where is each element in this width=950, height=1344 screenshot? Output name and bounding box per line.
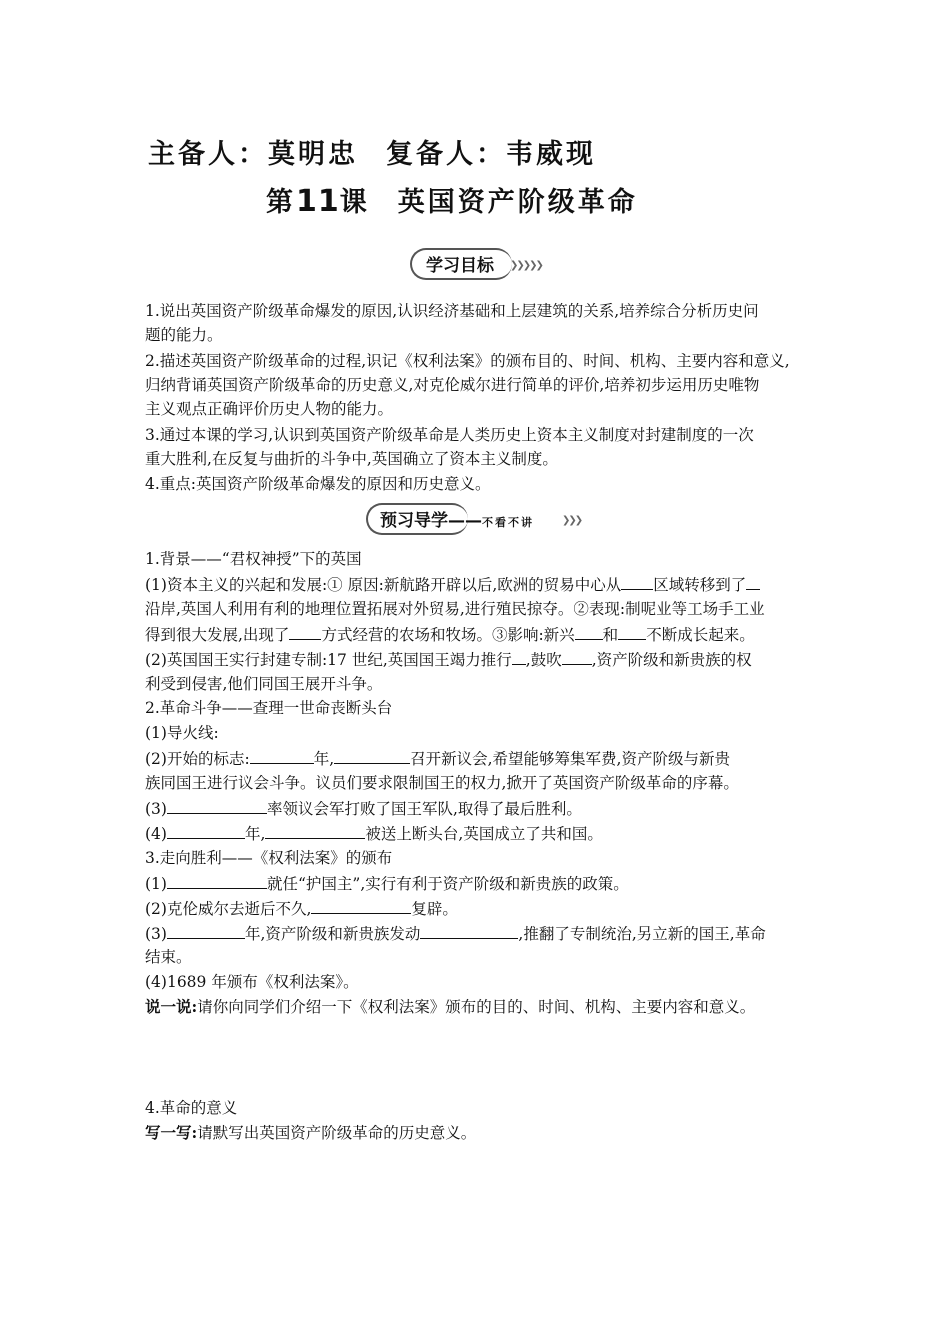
goal-line: 题的能力。 xyxy=(145,326,223,344)
goal-line: 4.重点:英国资产阶级革命爆发的原因和历史意义。 xyxy=(145,475,491,493)
fill-blank[interactable] xyxy=(311,897,411,914)
fill-blank[interactable] xyxy=(167,922,245,939)
text-line: 沿岸,英国人利用有利的地理位置拓展对外贸易,进行殖民掠夺。②表现:制呢业等工场手工业 xyxy=(145,600,765,618)
preparer: 主备人：莫明忠 xyxy=(148,139,358,170)
write-label: 写一写: xyxy=(145,1123,198,1142)
fill-blank[interactable] xyxy=(167,822,245,839)
fill-blank[interactable] xyxy=(746,573,760,590)
section-heading: 1.背景——“君权神授”下的英国 xyxy=(145,550,362,568)
fill-blank[interactable] xyxy=(334,747,410,764)
text-line: (3) 率领议会军打败了国王军队,取得了最后胜利。 xyxy=(145,797,582,820)
header-preparers xyxy=(148,132,596,171)
say-prompt: 说一说:请你向同学们介绍一下《权利法案》颁布的目的、时间、机构、主要内容和意义。 xyxy=(145,997,756,1016)
goal-line: 3.通过本课的学习,认识到英国资产阶级革命是人类历史上资本主义制度对封建制度的一次 xyxy=(145,426,754,444)
text-line: 得到很大发展,出现了 方式经营的农场和牧场。③影响:新兴 和 不断成长起来。 xyxy=(145,623,755,646)
say-label: 说一说: xyxy=(145,997,198,1016)
fill-blank[interactable] xyxy=(167,872,267,889)
reviewer: 复备人：韦威现 xyxy=(386,139,596,170)
fill-blank[interactable] xyxy=(621,573,653,590)
text-line: (1)资本主义的兴起和发展:① 原因:新航路开辟以后,欧洲的贸易中心从 区域转移到了 xyxy=(145,573,760,596)
text-line: (2)英国国王实行封建专制:17 世纪,英国国王竭力推行 ,鼓吹 ,资产阶级和新贵族的权 xyxy=(145,648,752,671)
goal-line: 2.描述英国资产阶级革命的过程,识记《权利法案》的颁布目的、时间、机构、主要内容和意义, xyxy=(145,352,790,370)
fill-blank[interactable] xyxy=(289,623,321,640)
text-line: (1)导火线: xyxy=(145,724,219,742)
section-badge-preview: 预习导学——不看不讲 ❯❯❯ xyxy=(366,503,596,533)
goal-line: 1.说出英国资产阶级革命爆发的原因,认识经济基础和上层建筑的关系,培养综合分析历史问 xyxy=(145,302,759,320)
goal-line: 归纳背诵英国资产阶级革命的历史意义,对克伦威尔进行简单的评价,培养初步运用历史唯物 xyxy=(145,376,760,394)
text-line: (2)开始的标志: 年, 召开新议会,希望能够筹集军费,资产阶级与新贵 xyxy=(145,747,730,770)
double-chevron-icon: ❯❯❯ xyxy=(562,515,582,526)
goal-line: 重大胜利,在反复与曲折的斗争中,英国确立了资本主义制度。 xyxy=(145,450,558,468)
text-line: (3) 年,资产阶级和新贵族发动 ,推翻了专制统治,另立新的国王,革命 xyxy=(145,922,766,945)
fill-blank[interactable] xyxy=(420,922,518,939)
text-line: (2)克伦威尔去逝后不久, 复辟。 xyxy=(145,897,458,920)
text-line: (1) 就任“护国主”,实行有利于资产阶级和新贵族的政策。 xyxy=(145,872,629,895)
text-line: 利受到侵害,他们同国王展开斗争。 xyxy=(145,675,383,693)
fill-blank[interactable] xyxy=(618,623,646,640)
double-chevron-icon: ❯❯❯❯❯ xyxy=(510,260,542,271)
fill-blank[interactable] xyxy=(167,797,267,814)
write-prompt: 写一写:请默写出英国资产阶级革命的历史意义。 xyxy=(145,1123,477,1142)
fill-blank[interactable] xyxy=(265,822,365,839)
lesson-title: 第11课 英国资产阶级革命 xyxy=(266,184,638,219)
goal-line: 主义观点正确评价历史人物的能力。 xyxy=(145,400,394,418)
fill-blank[interactable] xyxy=(512,648,526,665)
text-line: (4) 年, 被送上断头台,英国成立了共和国。 xyxy=(145,822,603,845)
fill-blank[interactable] xyxy=(250,747,314,764)
section-badge-goals: 学习目标 ❯❯❯❯❯ xyxy=(410,248,550,278)
section-heading: 4.革命的意义 xyxy=(145,1099,238,1117)
section-heading: 3.走向胜利——《权利法案》的颁布 xyxy=(145,849,393,867)
fill-blank[interactable] xyxy=(562,648,592,665)
section-heading: 2.革命斗争——查理一世命丧断头台 xyxy=(145,699,393,717)
text-line: 结束。 xyxy=(145,948,192,966)
text-line: (4)1689 年颁布《权利法案》。 xyxy=(145,973,359,991)
fill-blank[interactable] xyxy=(575,623,603,640)
text-line: 族同国王进行议会斗争。议员们要求限制国王的权力,掀开了英国资产阶级革命的序幕。 xyxy=(145,774,739,792)
